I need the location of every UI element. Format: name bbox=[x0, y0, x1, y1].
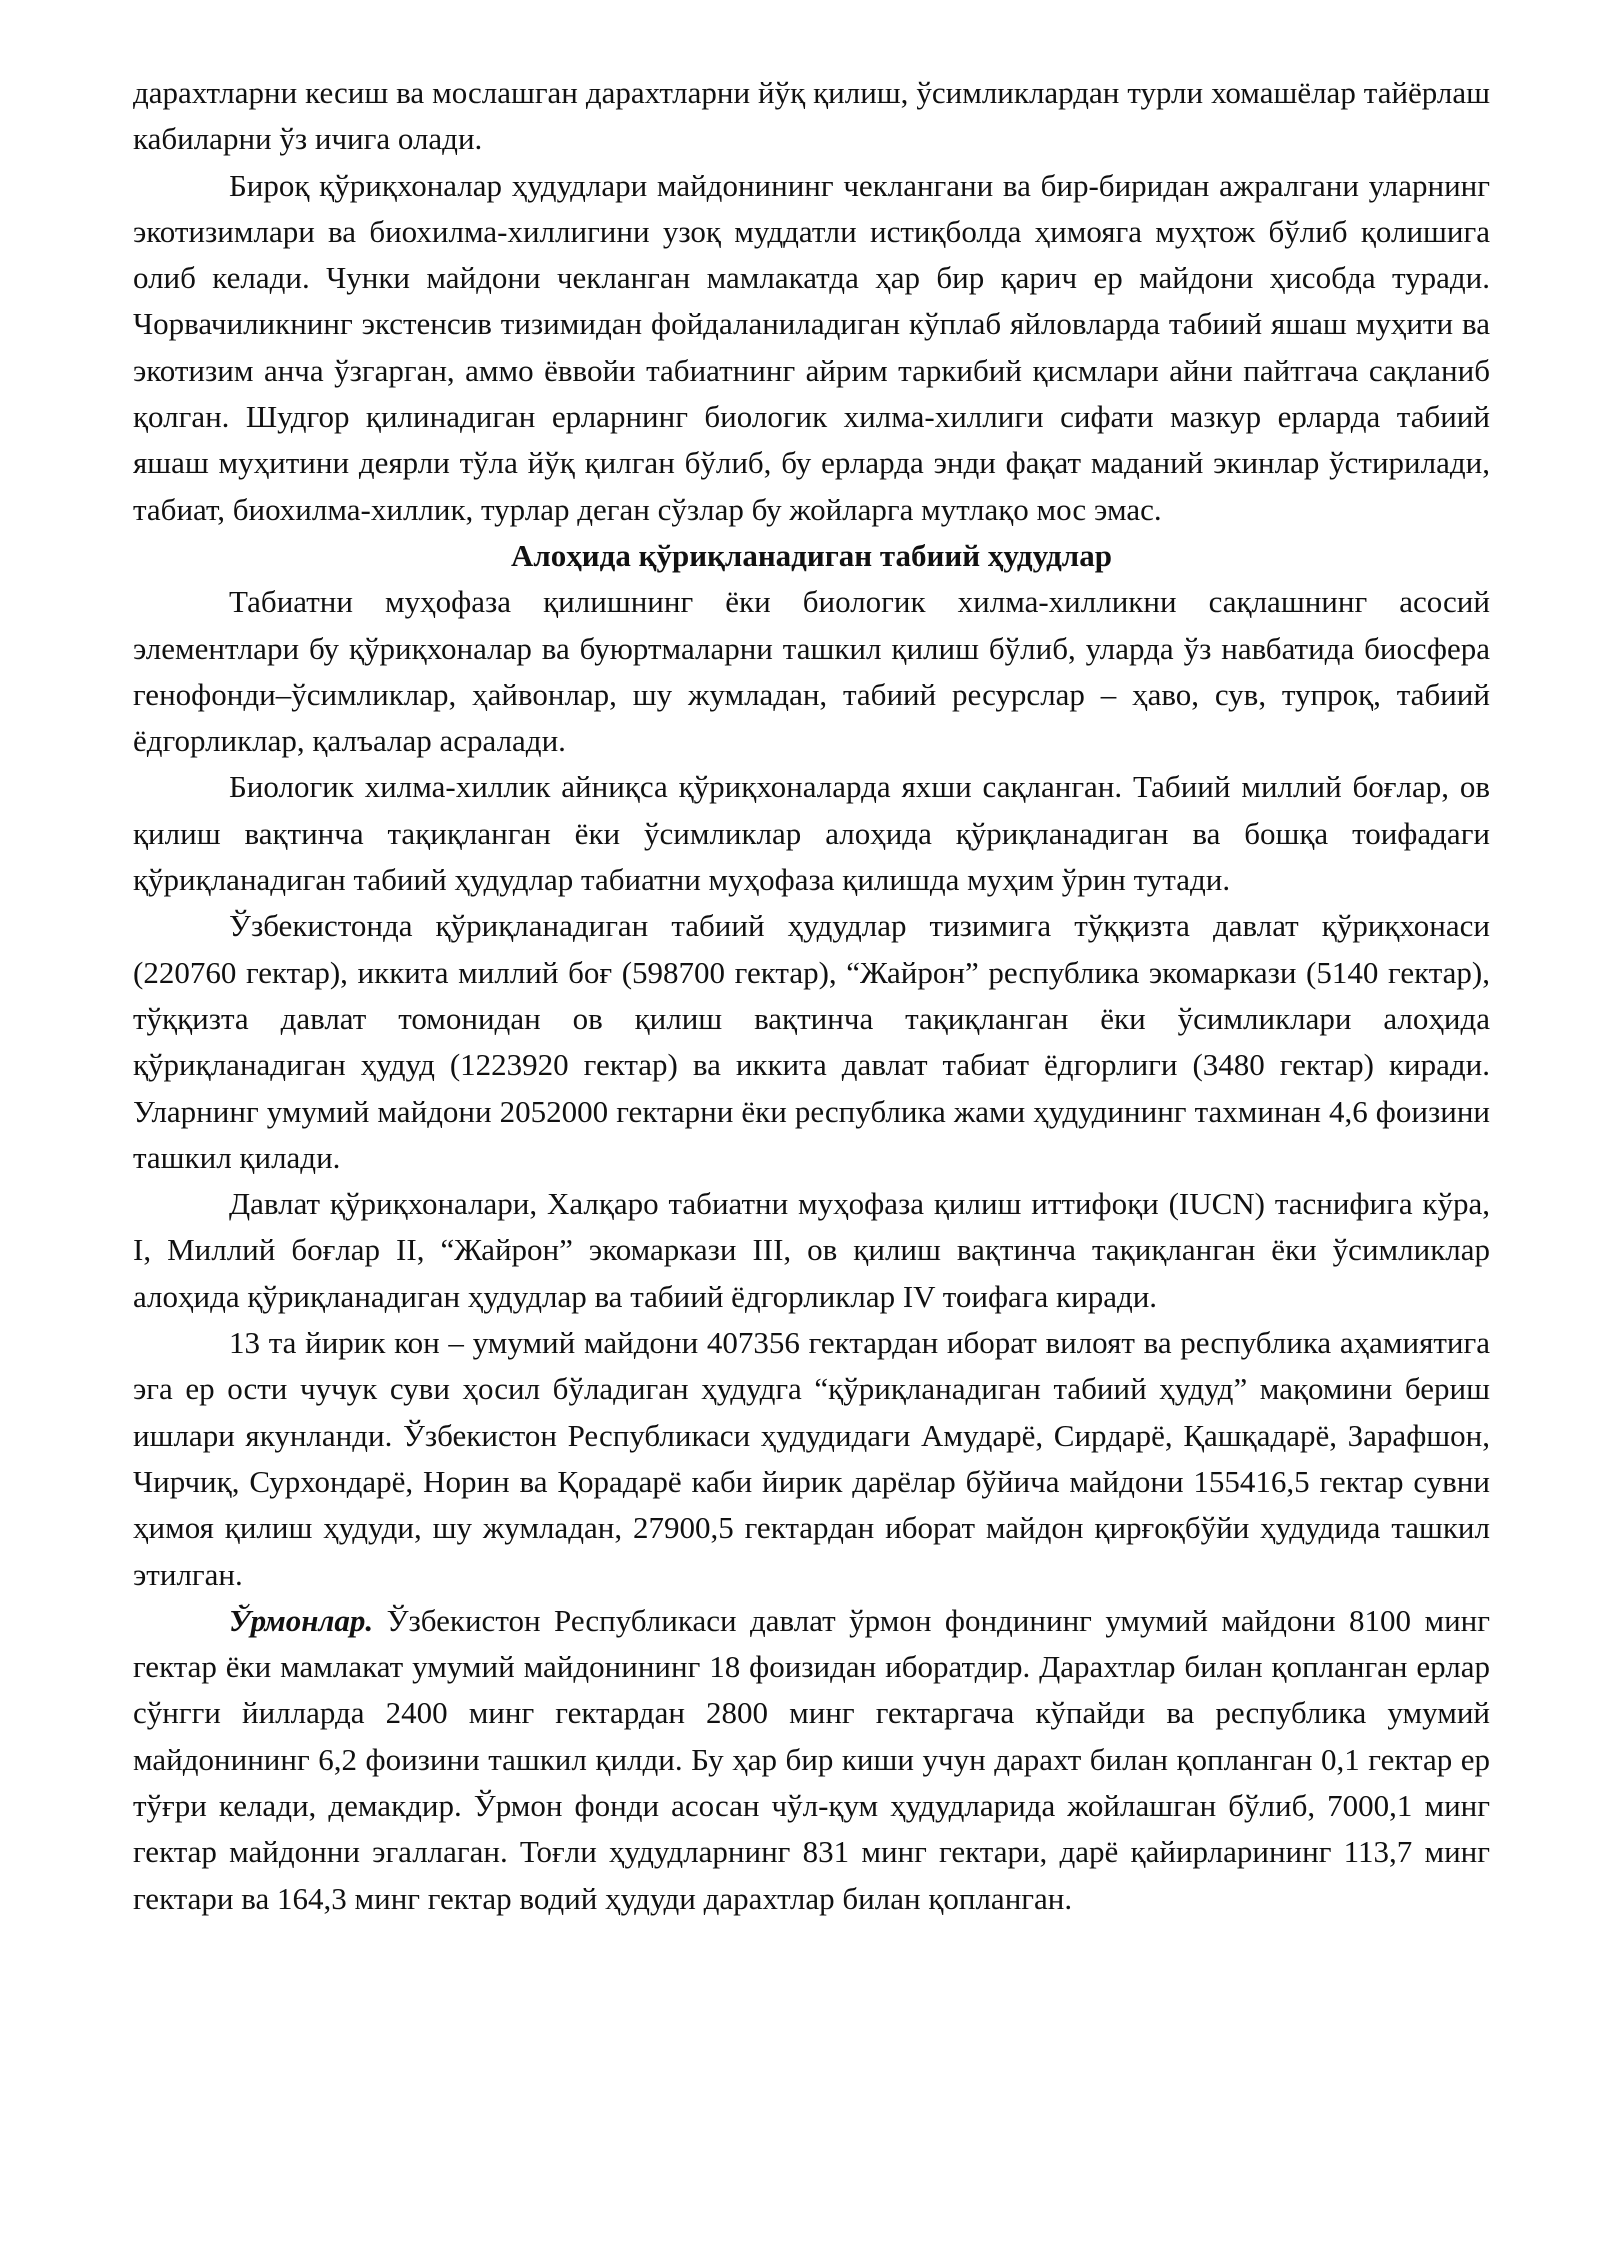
section-heading: Алоҳида қўриқланадиган табиий ҳудудлар bbox=[511, 537, 1112, 573]
forests-lead: Ўрмонлар. bbox=[229, 1602, 374, 1638]
document-page bbox=[133, 70, 1490, 1922]
paragraph-continuation: дарахтларни кесиш ва мослашган дарахтларни йўқ қилиш, ўсимликлардан турли хомашёлар тайёрлаш кабиларни ўз ичига олади. bbox=[133, 75, 1490, 157]
paragraph-forests bbox=[133, 1598, 1490, 1922]
paragraph-reserves-limits: Бироқ қўриқхоналар ҳудудлари майдонининг чеклангани ва бир-биридан ажралгани уларнинг экотизимлари ва биохилма-хиллигини узоқ муддатли истиқболда ҳимояга муҳтож бўлиб қолишига олиб келади. Чунки майдони чекланган мамлакатда ҳар бир қарич ер майдони ҳисобда туради. Чорвачиликнинг экстенсив тизимидан фойдаланиладиган кўплаб яйловларда табиий яшаш муҳити ва экотизим анча ўзгарган, аммо ёввойи табиатнинг айрим таркибий қисмлари айни пайтгача сақланиб қолган. Шудгор қилинадиган ерларнинг биологик хилма-хиллиги сифати мазкур ерларда табиий яшаш муҳитини деярли тўла йўқ қилган бўлиб, бу ерларда энди фақат маданий экинлар ўстирилади, табиат, биохилма-хиллик, турлар деган сўзлар бу жойларга мутлақо мос эмас. bbox=[133, 167, 1490, 527]
paragraph-biodiversity-preserved: Биологик хилма-хиллик айниқса қўриқхоналарда яхши сақланган. Табиий миллий боғлар, ов қилиш вақтинча тақиқланган ёки ўсимликлар алоҳида қўриқланадиган ва бошқа тоифадаги қўриқланадиган табиий ҳудудлар табиатни муҳофаза қилишда муҳим ўрин тутади. bbox=[133, 769, 1490, 898]
paragraph-groundwater-deposits: 13 та йирик кон – умумий майдони 407356 гектардан иборат вилоят ва республика аҳамиятига эга ер ости чучук суви ҳосил бўладиган ҳудудга “қўриқланадиган табиий ҳудуд” мақомини бериш ишлари якунланди. Ўзбекистон Республикаси ҳудудидаги Амударё, Сирдарё, Қашқадарё, Зарафшон, Чирчиқ, Сурхондарё, Норин ва Қорадарё каби йирик дарёлар бўйича майдони 155416,5 гектар сувни ҳимоя қилиш ҳудуди, шу жумладан, 27900,5 гектардан иборат майдон қирғоқбўйи ҳудудида ташкил этилган. bbox=[133, 1325, 1490, 1592]
paragraph-protection-elements: Табиатни муҳофаза қилишнинг ёки биологик хилма-хилликни сақлашнинг асосий элементлари бу қўриқхоналар ва буюртмаларни ташкил қилиш бўлиб, уларда ўз навбатида биосфера генофонди–ўсимликлар, ҳайвонлар, шу жумладан, табиий ресурслар – ҳаво, сув, тупроқ, табиий ёдгорликлар, қалъалар асралади. bbox=[133, 584, 1490, 759]
forests-text: Ўзбекистон Республикаси давлат ўрмон фондининг умумий майдони 8100 минг гектар ёки мамлакат умумий майдонининг 18 фоизидан иборатдир. Дарахтлар билан қопланган ерлар сўнгги йилларда 2400 минг гектардан 2800 минг гектаргача кўпайди ва республика умумий майдонининг 6,2 фоизини ташкил қилди. Бу ҳар бир киши учун дарахт билан қопланган 0,1 гектар ер тўғри келади, демакдир. Ўрмон фонди асосан чўл-қум ҳудудларида жойлашган бўлиб, 7000,1 минг гектар майдонни эгаллаган. Тоғли ҳудудларнинг 831 минг гектари, дарё қайирларининг 113,7 минг гектари ва 164,3 минг гектар водий ҳудуди дарахтлар билан қопланган. bbox=[133, 1602, 1490, 1916]
paragraph-protected-areas-system: Ўзбекистонда қўриқланадиган табиий ҳудудлар тизимига тўққизта давлат қўриқхонаси (220760 гектар), иккита миллий боғ (598700 гектар), “Жайрон” республика экомаркази (5140 гектар), тўққизта давлат томонидан ов қилиш вақтинча тақиқланган ёки ўсимликлари алоҳида қўриқланадиган ҳудуд (1223920 гектар) ва иккита давлат табиат ёдгорлиги (3480 гектар) киради. Уларнинг умумий майдони 2052000 гектарни ёки республика жами ҳудудининг тахминан 4,6 фоизини ташкил қилади. bbox=[133, 908, 1490, 1175]
paragraph-iucn-categories: Давлат қўриқхоналари, Халқаро табиатни муҳофаза қилиш иттифоқи (IUCN) таснифига кўра, I, Миллий боғлар II, “Жайрон” экомаркази III, ов қилиш вақтинча тақиқланган ёки ўсимликлар алоҳида қўриқланадиган ҳудудлар ва табиий ёдгорликлар IV тоифага киради. bbox=[133, 1186, 1490, 1314]
